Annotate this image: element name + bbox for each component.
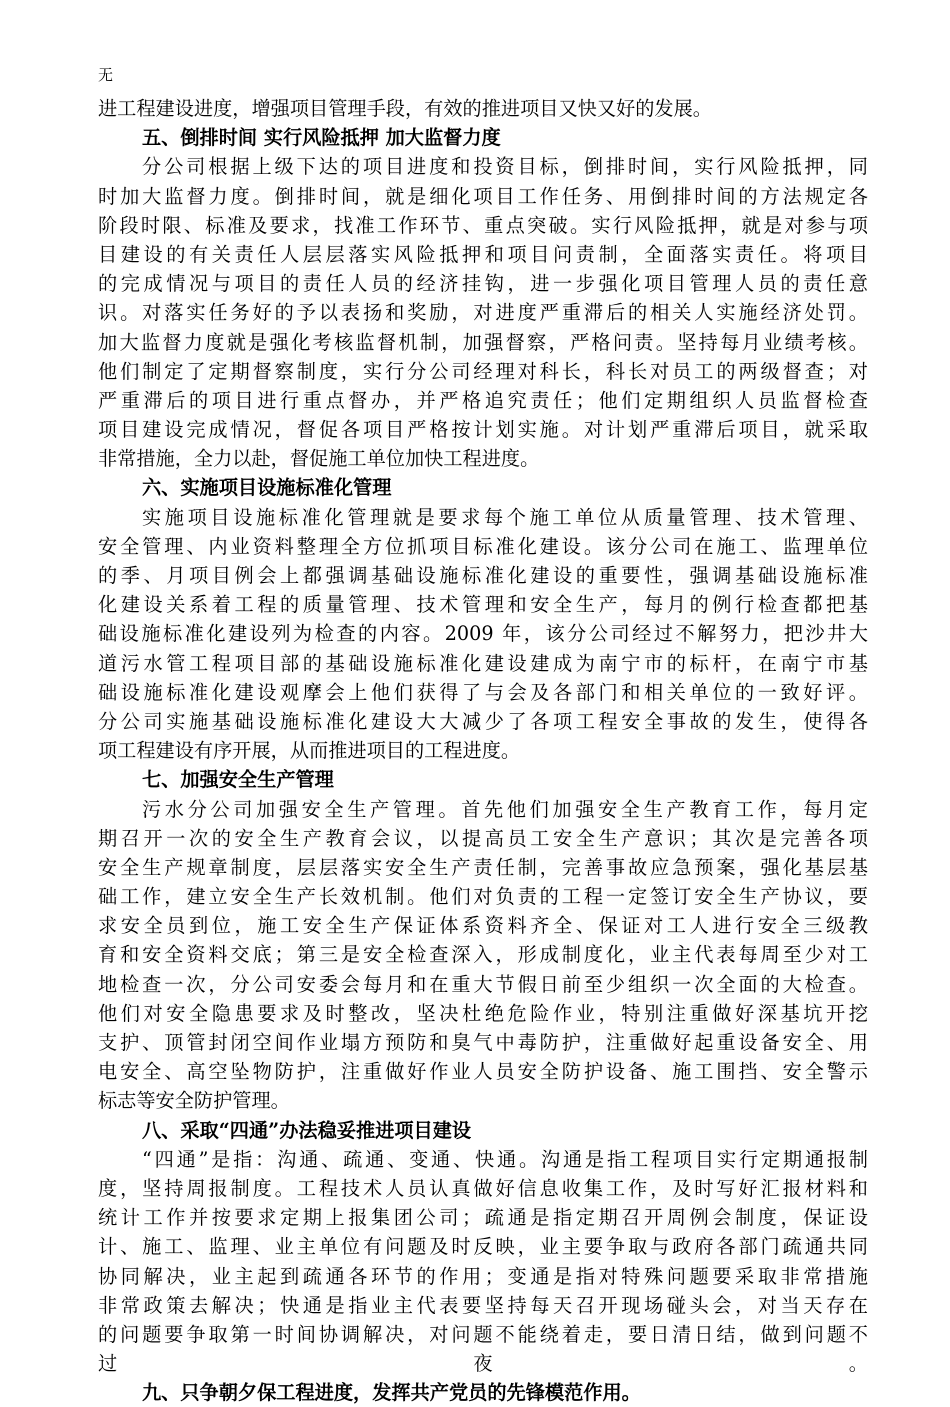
text-line: 地检查一次，分公司安委会每月和在重大节假日前至少组织一次全面的大检查。 [98, 972, 868, 996]
text-line: 实施项目设施标准化管理就是要求每个施工单位从质量管理、技术管理、 [142, 505, 868, 529]
text-line: 过夜。 [98, 1352, 868, 1376]
text-line: 他们对安全隐患要求及时整改，坚决杜绝危险作业，特别注重做好深基坑开挖 [98, 1001, 868, 1025]
text-line: 道污水管工程项目部的基础设施标准化建设建成为南宁市的标杆，在南宁市基 [98, 651, 868, 675]
section-heading: 八、采取“四通”办法稳妥推进项目建设 [142, 1118, 472, 1142]
text-line: “四通”是指：沟通、疏通、变通、快通。沟通是指工程项目实行定期通报制 [142, 1147, 868, 1171]
text-line: 识。对落实任务好的予以表扬和奖励，对进度严重滞后的相关人实施经济处罚。 [98, 301, 868, 325]
text-line: 时加大监督力度。倒排时间，就是细化项目工作任务、用倒排时间的方法规定各 [98, 184, 868, 208]
paragraph [98, 795, 868, 1116]
text-line: 础设施标准化建设列为检查的内容。2009 年，该分公司经过不解努力，把沙井大 [98, 622, 868, 646]
text-line: 期召开一次的安全生产教育会议，以提高员工安全生产意识；其次是完善各项 [98, 826, 868, 850]
text-line: 分公司根据上级下达的项目进度和投资目标，倒排时间，实行风险抵押，同 [142, 155, 868, 179]
text-line: 目建设的有关责任人层层落实风险抵押和项目问责制，全面落实责任。将项目 [98, 242, 868, 266]
document-page [98, 64, 868, 1407]
text-line: 电安全、高空坠物防护，注重做好作业人员安全防护设备、施工围挡、安全警示 [98, 1060, 868, 1084]
text-line: 育和安全资料交底；第三是安全检查深入，形成制度化，业主代表每周至少对工 [98, 943, 868, 967]
text-line: 项目建设完成情况，督促各项目严格按计划实施。对计划严重滞后项目，就采取 [98, 418, 868, 442]
paragraph [98, 1145, 868, 1379]
text-line: 化建设关系着工程的质量管理、技术管理和安全生产，每月的例行检查都把基 [98, 593, 868, 617]
text-line: 协同解决，业主起到疏通各环节的作用；变通是指对特殊问题要采取非常措施 [98, 1264, 868, 1288]
text-line: 统计工作并按要求定期上报集团公司；疏通是指定期召开周例会制度，保证设 [98, 1206, 868, 1230]
section-heading: 六、实施项目设施标准化管理 [142, 476, 392, 500]
text-line: 安全生产规章制度，层层落实安全生产责任制，完善事故应急预案，强化基层基 [98, 855, 868, 879]
section-heading: 九、只争朝夕保工程进度，发挥共产党员的先锋模范作用。 [142, 1381, 641, 1405]
text-line: 计、施工、监理、业主单位有问题及时反映，业主要争取与政府各部门疏通共同 [98, 1235, 868, 1259]
text-line: 污水分公司加强安全生产管理。首先他们加强安全生产教育工作，每月定 [142, 797, 868, 821]
paragraph [98, 94, 868, 123]
text-line: 安全管理、内业资料整理全方位抓项目标准化建设。该分公司在施工、监理单位 [98, 534, 868, 558]
text-line: 他们制定了定期督察制度，实行分公司经理对科长，科长对员工的两级督查；对 [98, 359, 868, 383]
text-line: 进工程建设进度，增强项目管理手段，有效的推进项目又快又好的发展。 [98, 97, 712, 120]
section-heading: 五、倒排时间 实行风险抵押 加大监督力度 [142, 126, 501, 150]
text-line: 础工作，建立安全生产长效机制。他们对负责的工程一定签订安全生产协议，要 [98, 885, 868, 909]
text-line: 加大监督力度就是强化考核监督机制，加强督察，严格问责。坚持每月业绩考核。 [98, 330, 868, 354]
text-line: 阶段时限、标准及要求，找准工作环节、重点突破。实行风险抵押，就是对参与项 [98, 213, 868, 237]
text-line: 分公司实施基础设施标准化建设大大减少了各项工程安全事故的发生，使得各 [98, 709, 868, 733]
text-line: 的季、月项目例会上都强调基础设施标准化建设的重要性，强调基础设施标准 [98, 564, 868, 587]
text-line: 求安全员到位，施工安全生产保证体系资料齐全、保证对工人进行安全三级教 [98, 914, 868, 938]
section-heading: 七、加强安全生产管理 [142, 768, 334, 792]
text-line: 的问题要争取第一时间协调解决，对问题不能绕着走，要日清日结，做到问题不 [98, 1322, 868, 1346]
text-line: 非常措施，全力以赴，督促施工单位加快工程进度。 [98, 447, 540, 471]
document-body [98, 94, 868, 1407]
text-line: 础设施标准化建设观摩会上他们获得了与会及各部门和相关单位的一致好评。 [98, 680, 868, 704]
header-mark: 无 [98, 66, 114, 84]
text-line: 度，坚持周报制度。工程技术人员认真做好信息收集工作，及时写好汇报材料和 [98, 1176, 868, 1200]
text-line: 严重滞后的项目进行重点督办，并严格追究责任；他们定期组织人员监督检查 [98, 388, 868, 412]
text-line: 非常政策去解决；快通是指业主代表要坚持每天召开现场碰头会，对当天存在 [98, 1293, 868, 1317]
text-line: 标志等安全防护管理。 [98, 1089, 290, 1113]
text-line: 项工程建设有序开展，从而推进项目的工程进度。 [98, 739, 521, 763]
text-line: 支护、顶管封闭空间作业塌方预防和臭气中毒防护，注重做好起重设备安全、用 [98, 1031, 868, 1054]
paragraph [98, 152, 868, 473]
text-line: 的完成情况与项目的责任人员的经济挂钩，进一步强化项目管理人员的责任意 [98, 272, 868, 296]
paragraph [98, 503, 868, 766]
